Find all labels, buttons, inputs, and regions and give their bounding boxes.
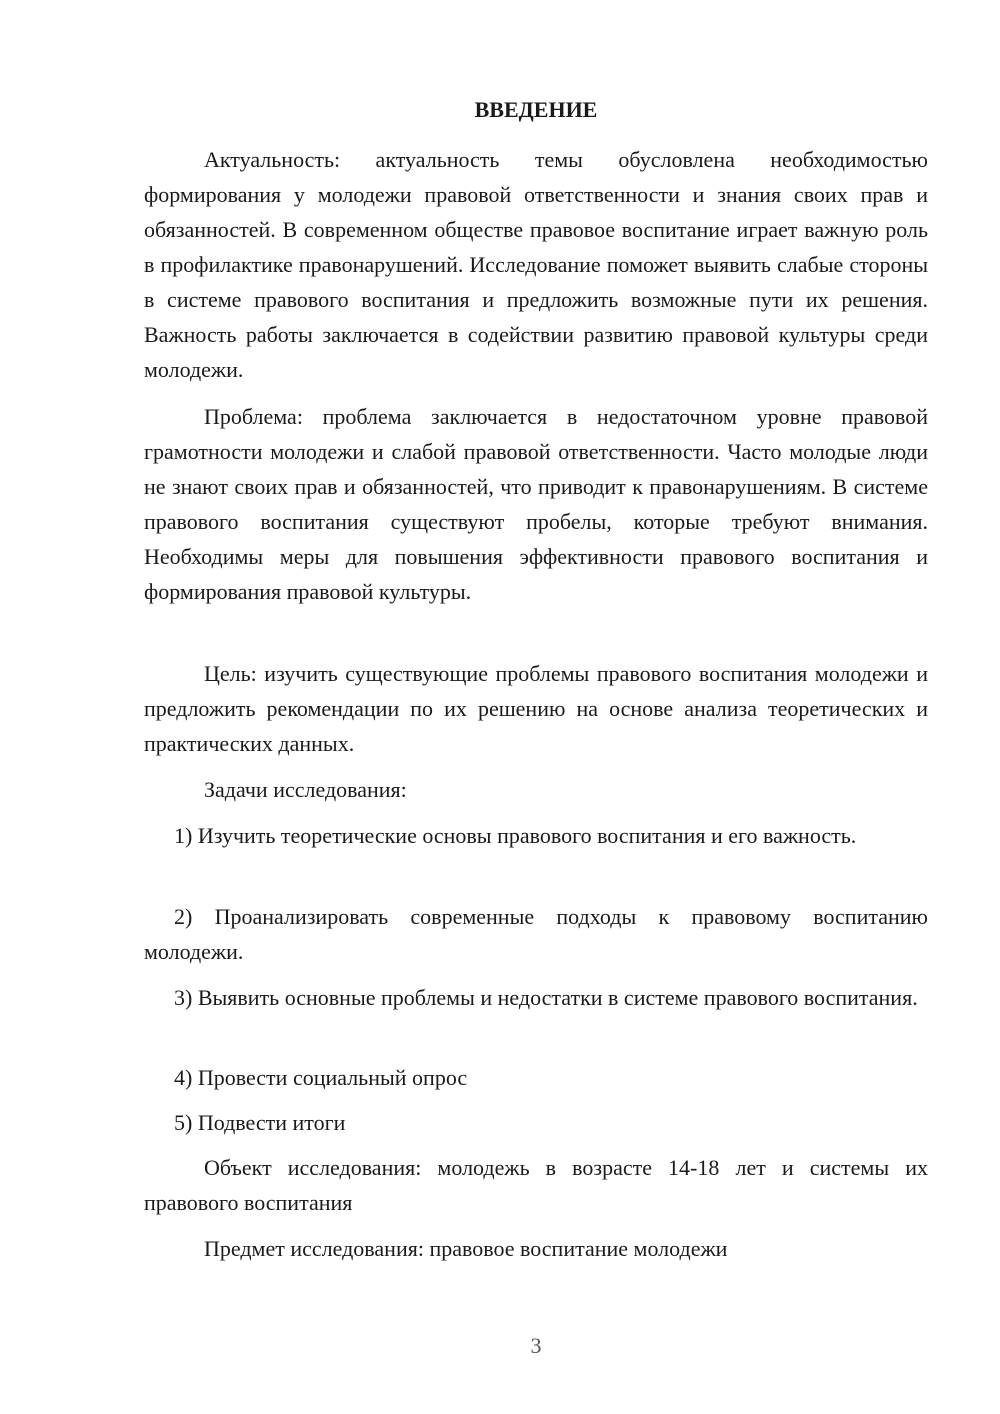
page-title: ВВЕДЕНИЕ <box>474 97 598 122</box>
task-item-1: 1) Изучить теоретические основы правового воспитания и его важность. <box>174 823 857 848</box>
paragraph-goal: Цель: изучить существующие проблемы правового воспитания молодежи и предложить рекомендации по их решению на основе анализа теоретических и практических данных. <box>144 661 928 756</box>
page-number: 3 <box>530 1333 542 1358</box>
document-page <box>144 0 928 1414</box>
task-item-4: 4) Провести социальный опрос <box>174 1065 468 1090</box>
task-item-5: 5) Подвести итоги <box>174 1110 346 1135</box>
paragraph-problem: Проблема: проблема заключается в недостаточном уровне правовой грамотности молодежи и слабой правовой ответственности. Часто молодые люди не знают своих прав и обязанностей, что приводит к правонарушениям. В системе правового воспитания существуют пробелы, которые требуют внимания. Необходимы меры для повышения эффективности правового воспитания и формирования правовой культуры. <box>144 404 928 604</box>
task-item-2: 2) Проанализировать современные подходы к правовому воспитанию молодежи. <box>144 904 928 964</box>
task-item-3: 3) Выявить основные проблемы и недостатки в системе правового воспитания. <box>174 985 918 1010</box>
paragraph-relevance: Актуальность: актуальность темы обусловлена необходимостью формирования у молодежи правовой ответственности и знания своих прав и обязанностей. В современном обществе правовое воспитание играет важную роль в профилактике правонарушений. Исследование поможет выявить слабые стороны в системе правового воспитания и предложить возможные пути их решения. Важность работы заключается в содействии развитию правовой культуры среди молодежи. <box>144 147 928 382</box>
paragraph-tasks-heading: Задачи исследования: <box>204 777 407 802</box>
paragraph-object: Объект исследования: молодежь в возрасте 14-18 лет и системы их правового воспитания <box>144 1155 928 1215</box>
paragraph-subject: Предмет исследования: правовое воспитание молодежи <box>204 1236 728 1261</box>
